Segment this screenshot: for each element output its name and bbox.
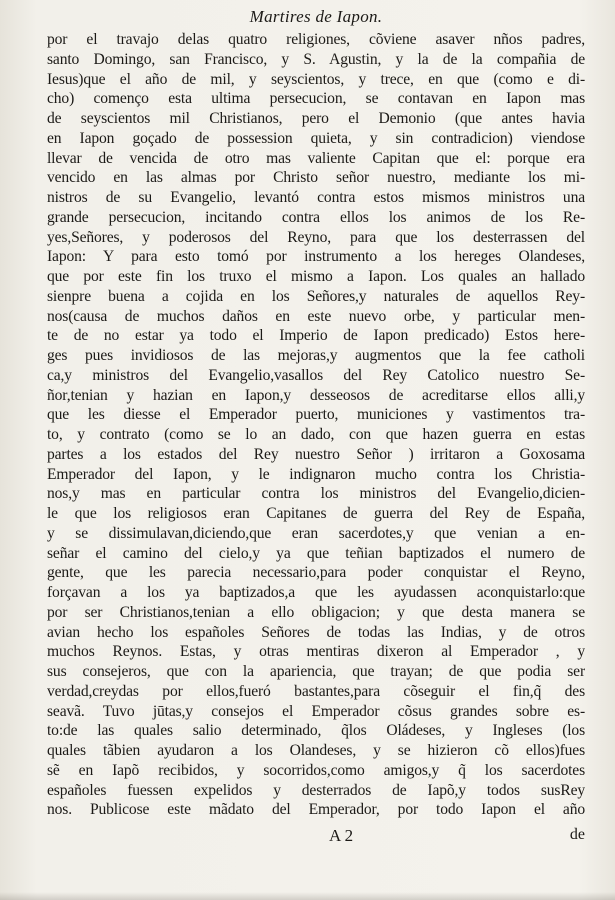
text-line: en Iapon goçado de possession quieta, y sin contradicion) viendose (47, 129, 585, 147)
text-line: ñor,tenian y hazian en Iapon,y desseosos de acreditarse ellos alli,y (47, 386, 585, 404)
text-line: sẽ en Iapõ recibidos, y socorridos,como amigos,y q̃ los sacerdotes (47, 761, 585, 779)
text-line: seavã. Tuvo jūtas,y consejos el Emperador cõsus grandes sobre es- (47, 702, 585, 720)
text-line: avian hecho los españoles Señores de todas las Indias, y de otros (47, 623, 585, 641)
text-line: yes,Señores, y poderosos del Reyno, para que los desterrassen del (47, 228, 585, 246)
text-line: por el travajo delas quatro religiones, cõviene asaver nños padres, (47, 31, 585, 48)
body-text (47, 30, 585, 820)
text-line: sienpre buena a cojida en los Señores,y naturales de aquellos Rey- (47, 287, 585, 305)
catchword: de (569, 826, 585, 843)
text-line: nos,y mas en particular contra los ministros del Evangelio,dicien- (47, 485, 585, 503)
text-line: nos. Publicose este mãdato del Emperador, por todo Iapon el año (47, 801, 585, 819)
text-line: por ser Christianos,tenian a ello obligacion; y que desta manera se (47, 603, 585, 621)
text-line: verdad,creydas por ellos,fueró bastantes,para cõseguir el fin,q̃ des (47, 682, 585, 700)
text-line: y se dissimulavan,diciendo,que eran sacerdotes,y que venian a en- (47, 524, 585, 542)
text-line: ges pues invidiosos de las mejoras,y augmentos que la fee catholi (47, 347, 585, 364)
text-line: nos(causa de muchos daños en este nuevo orbe, y particular men- (47, 307, 585, 325)
text-line: señar el camino del cielo,y ya que teñian baptizados el numero de (47, 544, 585, 562)
page-footer (47, 826, 585, 852)
text-line: le que los religiosos eran Capitanes de guerra del Rey de España, (47, 505, 585, 522)
text-line: grande persecucion, incitando contra ellos los animos de los Re- (47, 208, 585, 226)
text-line: to, y contrato (como se lo an dado, con que hazen guerra en estas (47, 426, 585, 443)
text-line: Iesus)que el año de mil, y seyscientos, y trece, en que (como e di- (47, 70, 585, 88)
text-line: españoles fuessen expelidos y desterrados de Iapõ,y todos susRey (47, 781, 585, 799)
text-line: sus consejeros, que con la apariencia, que trayan; de que podia ser (47, 663, 585, 680)
text-line: santo Domingo, san Francisco, y S. Agustin, y la de la compañia de (47, 50, 585, 68)
text-line: Iapon: Y para esto tomó por instrumento a los hereges Olandeses, (47, 248, 585, 266)
text-line: Emperador del Iapon, y le indignaron mucho contra los Christia- (47, 465, 585, 483)
text-line: partes a los estados del Rey nuestro Señor ) irritaron a Goxosama (47, 445, 585, 463)
text-line: que por este fin los truxo el mismo a Iapon. Los quales an hallado (47, 268, 585, 285)
signature-mark: A 2 (329, 826, 354, 845)
text-line: forçavan a los ya baptizados,a que les ayudassen aconquistarlo:que (47, 584, 585, 601)
text-line: muchos Reynos. Estas, y otras mentiras dixeron al Emperador , y (47, 643, 585, 661)
running-title: Martires de Iapon. (249, 7, 383, 26)
text-line: que les diesse el Emperador puerto, municiones y vastimentos tra- (47, 406, 585, 424)
text-line: to:de las quales salio determinado, q̃los Oládeses, y Ingleses (los (47, 722, 585, 740)
text-line: cho) començo esta ultima persecucion, se contavan en Iapon mas (47, 90, 585, 108)
page-edge-shadow (0, 892, 615, 900)
text-line: ca,y ministros del Evangelio,vasallos del Rey Catolico nuestro Se- (47, 366, 585, 384)
text-line: de seyscientos mil Christianos, pero el Demonio (que antes havia (47, 110, 585, 127)
text-line: nistros de su Evangelio, levantó contra estos mismos ministros una (47, 189, 585, 206)
text-line: quales tãbien ayudaron a los Olandeses, y se hizieron cõ ellos)fues (47, 742, 585, 759)
text-line: vencido en las almas por Christo señor nuestro, mediante los mi- (47, 169, 585, 187)
text-line: te de no estar ya todo el Imperio de Iapon predicado) Estos here- (47, 327, 585, 345)
text-line: gente, que les parecia necessario,para poder conquistar el Reyno, (47, 564, 585, 582)
text-line: llevar de vencida de otro mas valiente Capitan que el: porque era (47, 149, 585, 167)
